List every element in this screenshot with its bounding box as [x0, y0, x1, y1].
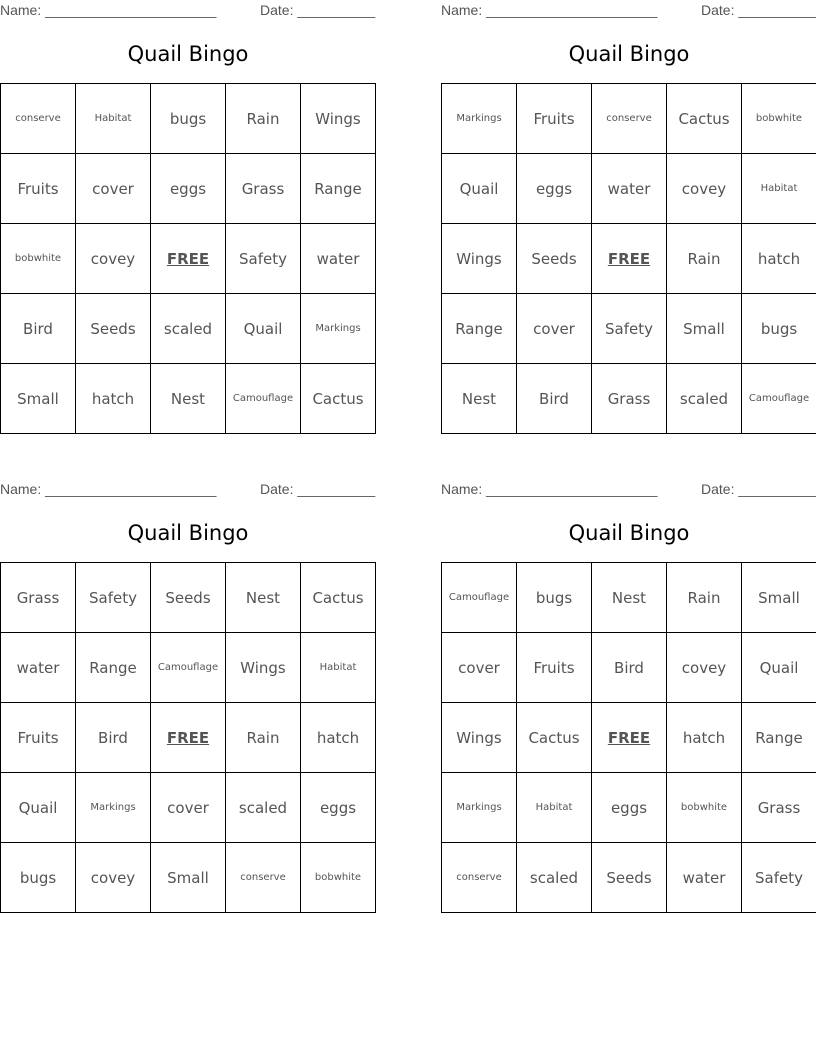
bingo-cell: Rain	[667, 563, 742, 633]
date-field-label: Date: __________	[701, 2, 816, 18]
bingo-cell: Quail	[1, 773, 76, 843]
bingo-cell: bobwhite	[1, 224, 76, 294]
bingo-cell: conserve	[226, 843, 301, 913]
bingo-card	[441, 479, 816, 919]
bingo-cell: Safety	[76, 563, 151, 633]
bingo-cell: Bird	[76, 703, 151, 773]
bingo-cell: Fruits	[1, 154, 76, 224]
free-space-cell: FREE	[592, 703, 667, 773]
bingo-cell: Markings	[301, 294, 376, 364]
bingo-cell: Camouflage	[226, 364, 301, 434]
bingo-cell: Bird	[517, 364, 592, 434]
bingo-row	[1, 633, 376, 703]
bingo-cell: Grass	[226, 154, 301, 224]
bingo-cell: Grass	[1, 563, 76, 633]
free-space-cell: FREE	[151, 224, 226, 294]
bingo-cell: Grass	[592, 364, 667, 434]
bingo-cell: bobwhite	[301, 843, 376, 913]
bingo-cell: Markings	[442, 84, 517, 154]
bingo-cell: Seeds	[76, 294, 151, 364]
card-header-fields	[441, 0, 816, 20]
bingo-cell: Nest	[151, 364, 226, 434]
bingo-card	[441, 0, 816, 440]
bingo-row	[1, 294, 376, 364]
bingo-row	[442, 563, 816, 633]
bingo-cell: Nest	[592, 563, 667, 633]
bingo-cell: Fruits	[517, 84, 592, 154]
bingo-cell: covey	[667, 633, 742, 703]
bingo-cell: Nest	[226, 563, 301, 633]
bingo-row	[442, 364, 816, 434]
bingo-cell: hatch	[76, 364, 151, 434]
bingo-cell: Quail	[742, 633, 816, 703]
bingo-cell: bugs	[151, 84, 226, 154]
bingo-cell: Habitat	[76, 84, 151, 154]
bingo-cell: covey	[76, 843, 151, 913]
bingo-cell: bugs	[517, 563, 592, 633]
bingo-row	[442, 773, 816, 843]
bingo-cell: cover	[442, 633, 517, 703]
free-space-cell: FREE	[592, 224, 667, 294]
bingo-cell: Seeds	[151, 563, 226, 633]
bingo-row	[442, 703, 816, 773]
bingo-row	[442, 633, 816, 703]
bingo-cell: bugs	[742, 294, 816, 364]
bingo-cell: scaled	[667, 364, 742, 434]
bingo-cell: covey	[76, 224, 151, 294]
bingo-cell: Nest	[442, 364, 517, 434]
bingo-cell: Rain	[667, 224, 742, 294]
bingo-cell: conserve	[592, 84, 667, 154]
bingo-row	[1, 84, 376, 154]
bingo-cell: Rain	[226, 84, 301, 154]
bingo-cell: Markings	[442, 773, 517, 843]
bingo-cell: Seeds	[592, 843, 667, 913]
bingo-row	[442, 154, 816, 224]
bingo-cell: cover	[517, 294, 592, 364]
bingo-cell: conserve	[442, 843, 517, 913]
bingo-card	[0, 479, 376, 919]
bingo-row	[1, 843, 376, 913]
bingo-cell: Bird	[592, 633, 667, 703]
bingo-cell: Range	[76, 633, 151, 703]
card-header-fields	[441, 479, 816, 499]
bingo-cell: hatch	[742, 224, 816, 294]
card-title: Quail Bingo	[127, 42, 249, 66]
bingo-card	[0, 0, 376, 440]
bingo-row	[1, 224, 376, 294]
free-space-cell: FREE	[151, 703, 226, 773]
bingo-cell: eggs	[517, 154, 592, 224]
bingo-cell: Fruits	[517, 633, 592, 703]
bingo-cell: Safety	[592, 294, 667, 364]
bingo-cell: hatch	[301, 703, 376, 773]
bingo-cell: covey	[667, 154, 742, 224]
bingo-grid	[0, 562, 376, 913]
bingo-row	[442, 843, 816, 913]
bingo-cell: Habitat	[517, 773, 592, 843]
bingo-cell: cover	[151, 773, 226, 843]
bingo-row	[1, 154, 376, 224]
bingo-cell: Wings	[442, 224, 517, 294]
bingo-cell: conserve	[1, 84, 76, 154]
bingo-cell: Fruits	[1, 703, 76, 773]
bingo-cell: Camouflage	[151, 633, 226, 703]
bingo-cell: Wings	[442, 703, 517, 773]
date-field-label: Date: __________	[701, 481, 816, 497]
bingo-row	[442, 294, 816, 364]
bingo-cell: Quail	[226, 294, 301, 364]
bingo-cell: Camouflage	[742, 364, 816, 434]
name-field-label: Name: ______________________	[441, 2, 658, 18]
bingo-cell: Habitat	[301, 633, 376, 703]
bingo-cell: water	[1, 633, 76, 703]
card-header-fields	[0, 479, 376, 499]
bingo-cell: bugs	[1, 843, 76, 913]
bingo-grid	[441, 562, 816, 913]
date-field-label: Date: __________	[260, 481, 376, 497]
bingo-cell: Markings	[76, 773, 151, 843]
name-field-label: Name: ______________________	[0, 481, 217, 497]
bingo-cell: eggs	[151, 154, 226, 224]
bingo-cell: Wings	[226, 633, 301, 703]
bingo-row	[442, 84, 816, 154]
date-field-label: Date: __________	[260, 2, 376, 18]
bingo-cell: cover	[76, 154, 151, 224]
bingo-cell: Range	[442, 294, 517, 364]
bingo-cell: scaled	[151, 294, 226, 364]
bingo-cell: Cactus	[517, 703, 592, 773]
bingo-row	[1, 563, 376, 633]
bingo-cell: eggs	[301, 773, 376, 843]
bingo-cell: Small	[667, 294, 742, 364]
bingo-row	[1, 364, 376, 434]
card-header-fields	[0, 0, 376, 20]
bingo-cell: water	[301, 224, 376, 294]
card-title: Quail Bingo	[568, 521, 690, 545]
bingo-cell: Small	[1, 364, 76, 434]
bingo-cell: Safety	[742, 843, 816, 913]
bingo-cell: Rain	[226, 703, 301, 773]
bingo-cell: Cactus	[301, 563, 376, 633]
bingo-cell: Camouflage	[442, 563, 517, 633]
card-title: Quail Bingo	[568, 42, 690, 66]
bingo-row	[1, 773, 376, 843]
bingo-cell: Small	[742, 563, 816, 633]
bingo-cell: water	[592, 154, 667, 224]
bingo-cell: Small	[151, 843, 226, 913]
bingo-cell: Safety	[226, 224, 301, 294]
bingo-cell: Range	[742, 703, 816, 773]
bingo-cell: Grass	[742, 773, 816, 843]
bingo-grid	[441, 83, 816, 434]
name-field-label: Name: ______________________	[0, 2, 217, 18]
bingo-cell: Cactus	[667, 84, 742, 154]
bingo-cell: Habitat	[742, 154, 816, 224]
bingo-grid	[0, 83, 376, 434]
card-title: Quail Bingo	[127, 521, 249, 545]
bingo-cell: bobwhite	[667, 773, 742, 843]
bingo-cell: scaled	[226, 773, 301, 843]
bingo-row	[1, 703, 376, 773]
bingo-cell: Seeds	[517, 224, 592, 294]
bingo-cell: Bird	[1, 294, 76, 364]
bingo-row	[442, 224, 816, 294]
bingo-cell: eggs	[592, 773, 667, 843]
bingo-cell: bobwhite	[742, 84, 816, 154]
name-field-label: Name: ______________________	[441, 481, 658, 497]
bingo-cell: hatch	[667, 703, 742, 773]
bingo-cell: Cactus	[301, 364, 376, 434]
bingo-cell: Wings	[301, 84, 376, 154]
bingo-cell: Range	[301, 154, 376, 224]
bingo-cell: water	[667, 843, 742, 913]
bingo-cell: scaled	[517, 843, 592, 913]
bingo-cell: Quail	[442, 154, 517, 224]
